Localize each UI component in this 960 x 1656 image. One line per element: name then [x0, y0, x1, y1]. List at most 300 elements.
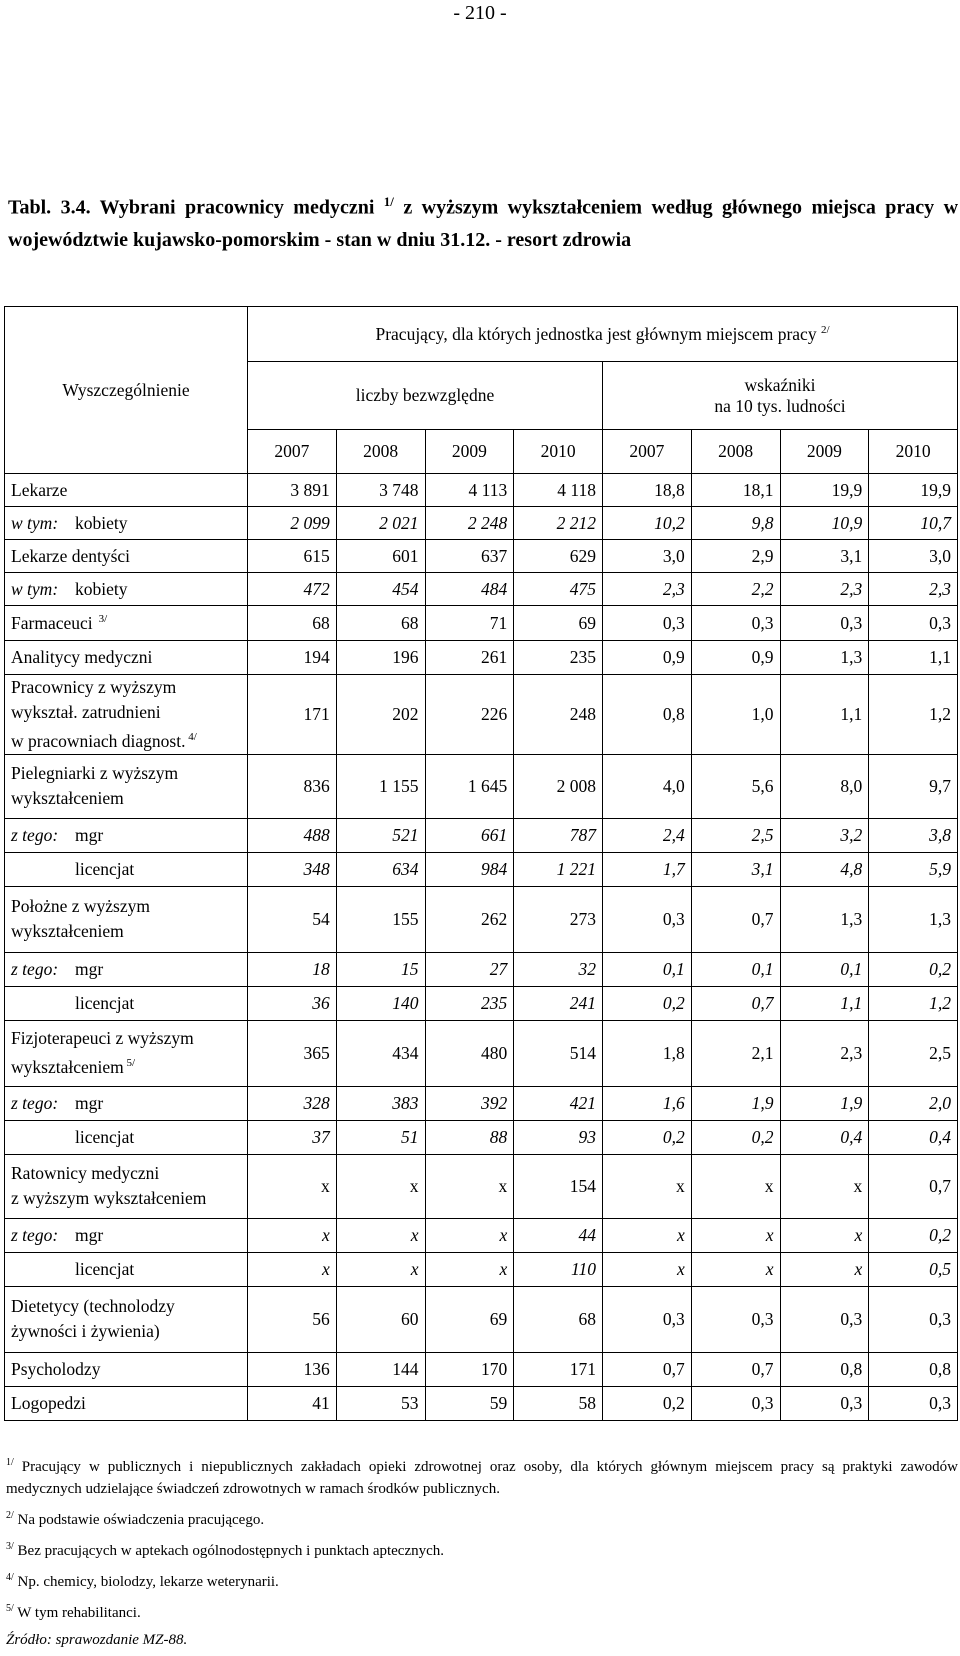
table-cell: 0,7: [691, 886, 780, 952]
row-label-text: mgr: [75, 824, 104, 845]
subheader-absolute: liczby bezwzględne: [248, 362, 603, 430]
table-cell: 0,1: [603, 952, 692, 986]
group-header: [248, 307, 958, 362]
year-header: 2010: [514, 430, 603, 474]
table-cell: 4,8: [780, 852, 869, 886]
table-cell: 93: [514, 1120, 603, 1154]
table-cell: 472: [248, 573, 337, 606]
table-cell: 19,9: [869, 474, 958, 507]
table-row: [5, 1352, 958, 1386]
table-row: [5, 675, 958, 755]
footnote: [6, 1598, 958, 1624]
table-cell: 488: [248, 818, 337, 852]
row-label-text: Analitycy medyczni: [11, 647, 153, 667]
table-row: [5, 1386, 958, 1420]
table-cell: 0,3: [780, 606, 869, 641]
table-cell: 0,3: [603, 886, 692, 952]
table-cell: 88: [425, 1120, 514, 1154]
table-row: [5, 1286, 958, 1352]
row-label-text: wykształceniem: [11, 788, 124, 809]
table-cell: 514: [514, 1020, 603, 1086]
table-cell: 1,1: [869, 641, 958, 675]
row-label-text: z wyższym wykształceniem: [11, 1188, 207, 1209]
table-cell: 637: [425, 540, 514, 573]
table-cell: 454: [336, 573, 425, 606]
row-label-text: mgr: [75, 1092, 104, 1113]
table-row: [5, 986, 958, 1020]
row-label: [5, 1154, 248, 1218]
table-cell: 27: [425, 952, 514, 986]
table-cell: 2 008: [514, 754, 603, 818]
row-label-text: licencjat: [75, 1126, 135, 1147]
table-cell: 0,5: [869, 1252, 958, 1286]
table-cell: 5,6: [691, 754, 780, 818]
table-cell: 328: [248, 1086, 337, 1120]
footnote: [6, 1567, 958, 1593]
table-cell: 2,9: [691, 540, 780, 573]
table-cell: 787: [514, 818, 603, 852]
table-cell: 348: [248, 852, 337, 886]
table-cell: 0,3: [603, 1286, 692, 1352]
table-cell: 0,2: [603, 986, 692, 1020]
row-label-line: [11, 894, 241, 919]
table-cell: 392: [425, 1086, 514, 1120]
subheader-indicators-line1: wskaźniki: [744, 374, 816, 395]
table-cell: 2,5: [869, 1020, 958, 1086]
row-label-text: Pracownicy z wyższym: [11, 677, 177, 697]
table-cell: x: [691, 1218, 780, 1252]
table-cell: x: [425, 1218, 514, 1252]
table-cell: 5,9: [869, 852, 958, 886]
footnote: [6, 1536, 958, 1562]
table-cell: 44: [514, 1218, 603, 1252]
row-label-line: [11, 1161, 241, 1186]
table-cell: 10,2: [603, 507, 692, 540]
footnote-ref: 1/: [6, 1457, 14, 1468]
table-cell: 9,7: [869, 754, 958, 818]
table-cell: 0,3: [869, 606, 958, 641]
table-cell: 194: [248, 641, 337, 675]
table-row: [5, 641, 958, 675]
table-cell: 8,0: [780, 754, 869, 818]
row-label-line: [11, 700, 241, 725]
table-cell: 0,4: [780, 1120, 869, 1154]
row-label: [5, 1386, 248, 1420]
table-cell: 2,2: [691, 573, 780, 606]
table-cell: 171: [248, 675, 337, 755]
table-cell: 2,3: [780, 573, 869, 606]
row-label-text: mgr: [75, 1224, 104, 1245]
title-prefix: Tabl. 3.4. Wybrani pracownicy medyczni: [8, 196, 375, 219]
subheader-indicators-line2: na 10 tys. ludności: [714, 395, 846, 416]
table-cell: 2 099: [248, 507, 337, 540]
table-cell: 0,3: [603, 606, 692, 641]
table-cell: 68: [514, 1286, 603, 1352]
table-row: [5, 474, 958, 507]
table-cell: 3,0: [603, 540, 692, 573]
table-cell: 1 221: [514, 852, 603, 886]
table-cell: 4 113: [425, 474, 514, 507]
table-cell: x: [691, 1154, 780, 1218]
table-row: [5, 818, 958, 852]
table-cell: 984: [425, 852, 514, 886]
row-label: [5, 952, 248, 986]
row-label: [5, 540, 248, 573]
table-cell: 3,0: [869, 540, 958, 573]
table-cell: 1,3: [780, 886, 869, 952]
row-label-text: Dietetycy (technolodzy: [11, 1296, 175, 1317]
table-cell: 144: [336, 1352, 425, 1386]
table-cell: 634: [336, 852, 425, 886]
table-cell: 615: [248, 540, 337, 573]
row-label: [5, 675, 248, 755]
row-label-line: [11, 786, 241, 811]
table-cell: x: [248, 1252, 337, 1286]
table-cell: x: [248, 1218, 337, 1252]
table-cell: 2 248: [425, 507, 514, 540]
year-header: 2009: [780, 430, 869, 474]
table-cell: 0,1: [780, 952, 869, 986]
table-cell: 2,1: [691, 1020, 780, 1086]
table-cell: 1,2: [869, 675, 958, 755]
row-prefix: z tego:: [11, 1224, 59, 1245]
table-cell: 202: [336, 675, 425, 755]
year-header: 2010: [869, 430, 958, 474]
table-cell: 0,7: [869, 1154, 958, 1218]
row-label: [5, 641, 248, 675]
table-cell: x: [603, 1154, 692, 1218]
table-cell: 601: [336, 540, 425, 573]
table-cell: 0,3: [691, 1386, 780, 1420]
table-cell: 521: [336, 818, 425, 852]
table-row: [5, 886, 958, 952]
table-cell: 0,7: [691, 1352, 780, 1386]
table-cell: 0,9: [603, 641, 692, 675]
row-label-line: [11, 1026, 241, 1051]
table-cell: 56: [248, 1286, 337, 1352]
table-cell: x: [780, 1252, 869, 1286]
table-cell: 0,3: [691, 606, 780, 641]
row-label-line: [11, 1294, 241, 1319]
footnote-text: Pracujący w publicznych i niepublicznych zakładach opieki zdrowotnej oraz osoby, dla których głównym miejscem pracy są praktyki zawodów medycznych udzielające świadczeń zdrowotnych w ramach środków publicznych.: [6, 1459, 958, 1497]
table-cell: 629: [514, 540, 603, 573]
table-cell: 383: [336, 1086, 425, 1120]
table-cell: 0,3: [691, 1286, 780, 1352]
table-cell: x: [425, 1154, 514, 1218]
table-cell: 60: [336, 1286, 425, 1352]
year-header: 2009: [425, 430, 514, 474]
row-label: [5, 818, 248, 852]
footnote: [6, 1452, 958, 1500]
footnote-ref: 3/: [6, 1541, 14, 1552]
row-prefix: w tym:: [11, 578, 59, 599]
table-cell: 1,2: [869, 986, 958, 1020]
footnote: [6, 1505, 958, 1531]
row-label: [5, 1352, 248, 1386]
table-row: [5, 852, 958, 886]
table-cell: 1,0: [691, 675, 780, 755]
row-prefix: w tym:: [11, 512, 59, 533]
table-cell: 1,9: [691, 1086, 780, 1120]
table-cell: 484: [425, 573, 514, 606]
col-label-header: Wyszczególnienie: [5, 307, 248, 474]
table-cell: 4,0: [603, 754, 692, 818]
table-cell: 0,3: [780, 1386, 869, 1420]
table-cell: 0,8: [869, 1352, 958, 1386]
table-cell: 226: [425, 675, 514, 755]
footnote-ref: 5/: [6, 1603, 14, 1614]
table-row: [5, 573, 958, 606]
row-label-line: [11, 919, 241, 944]
footnotes: [6, 1452, 958, 1656]
table-cell: 2,3: [869, 573, 958, 606]
table-cell: 3 891: [248, 474, 337, 507]
table-cell: 2,3: [603, 573, 692, 606]
table-cell: 0,9: [691, 641, 780, 675]
row-label-text: Lekarze dentyści: [11, 545, 131, 566]
table-cell: 3 748: [336, 474, 425, 507]
table-cell: 32: [514, 952, 603, 986]
row-label-text: licencjat: [75, 858, 135, 879]
table-cell: 241: [514, 986, 603, 1020]
footnote-text: Bez pracujących w aptekach ogólnodostępnych i punktach aptecznych.: [13, 1543, 445, 1559]
table-cell: 0,3: [780, 1286, 869, 1352]
footnote-ref: 4/: [6, 1572, 14, 1583]
table-cell: x: [248, 1154, 337, 1218]
table-cell: 37: [248, 1120, 337, 1154]
row-label-text: Psycholodzy: [11, 1358, 101, 1379]
table-cell: 0,3: [869, 1286, 958, 1352]
title-rest: z wyższym wykształceniem według głównego miejsca pracy w województwie kujawsko-pomorskim - stan w dniu 31.12. - resort zdrowia: [8, 196, 959, 251]
table-row: [5, 952, 958, 986]
row-label-text: w pracowniach diagnost.: [11, 730, 186, 751]
footnote-ref: 2/: [6, 1510, 14, 1521]
group-header-text: Pracujący, dla których jednostka jest głównym miejscem pracy: [375, 323, 817, 344]
table-cell: 1,9: [780, 1086, 869, 1120]
footnote-text: Np. chemicy, biolodzy, lekarze weterynarii.: [13, 1574, 279, 1590]
table-cell: 475: [514, 573, 603, 606]
table-cell: 1,7: [603, 852, 692, 886]
table-cell: 0,4: [869, 1120, 958, 1154]
row-label: [5, 1020, 248, 1086]
table-cell: 2,3: [780, 1020, 869, 1086]
row-label-text: wykształ. zatrudnieni: [11, 702, 161, 722]
row-label-text: Logopedzi: [11, 1392, 86, 1413]
table-cell: 4 118: [514, 474, 603, 507]
footnote-text: Na podstawie oświadczenia pracującego.: [13, 1512, 265, 1528]
table-row: [5, 606, 958, 641]
table-cell: 154: [514, 1154, 603, 1218]
table-cell: 170: [425, 1352, 514, 1386]
table-cell: 0,7: [691, 986, 780, 1020]
table-cell: 69: [514, 606, 603, 641]
table-cell: 2 021: [336, 507, 425, 540]
table-cell: 1,1: [780, 675, 869, 755]
table-cell: 1,6: [603, 1086, 692, 1120]
table-cell: 0,2: [869, 1218, 958, 1252]
row-label: [5, 1086, 248, 1120]
table-cell: x: [691, 1252, 780, 1286]
footnote-text: W tym rehabilitanci.: [13, 1605, 141, 1621]
data-table: [4, 306, 958, 1421]
row-label-text: licencjat: [75, 1258, 135, 1279]
row-label-line: [11, 725, 241, 754]
table-cell: x: [336, 1218, 425, 1252]
table-cell: x: [780, 1218, 869, 1252]
row-label-text: Lekarze: [11, 479, 68, 500]
row-label: [5, 1286, 248, 1352]
table-cell: 480: [425, 1020, 514, 1086]
table-cell: 2,4: [603, 818, 692, 852]
row-label: [5, 474, 248, 507]
table-cell: 15: [336, 952, 425, 986]
row-label: [5, 1252, 248, 1286]
table-cell: 10,7: [869, 507, 958, 540]
table-cell: 1 645: [425, 754, 514, 818]
table-cell: x: [780, 1154, 869, 1218]
row-label-text: wykształceniem: [11, 1057, 124, 1078]
year-header: 2007: [248, 430, 337, 474]
table-cell: x: [603, 1252, 692, 1286]
table-cell: 0,8: [603, 675, 692, 755]
row-label-text: żywności i żywienia): [11, 1321, 160, 1342]
row-label-text: kobiety: [75, 512, 128, 533]
table-cell: 9,8: [691, 507, 780, 540]
table-cell: 0,2: [691, 1120, 780, 1154]
table-cell: 41: [248, 1386, 337, 1420]
row-prefix: z tego:: [11, 1092, 59, 1113]
row-label-line: [11, 761, 241, 786]
subheader-indicators: [603, 362, 958, 430]
table-cell: 136: [248, 1352, 337, 1386]
table-cell: x: [336, 1154, 425, 1218]
table-cell: 2,5: [691, 818, 780, 852]
table-cell: 1,1: [780, 986, 869, 1020]
row-label: [5, 606, 248, 641]
table-cell: 365: [248, 1020, 337, 1086]
table-cell: 2 212: [514, 507, 603, 540]
table-cell: 421: [514, 1086, 603, 1120]
table-cell: 235: [514, 641, 603, 675]
table-cell: 0,7: [603, 1352, 692, 1386]
table-cell: 58: [514, 1386, 603, 1420]
row-label-line: [11, 675, 241, 700]
row-label-text: licencjat: [75, 992, 135, 1013]
table-cell: 3,1: [691, 852, 780, 886]
table-row: [5, 1154, 958, 1218]
table-cell: 0,2: [603, 1386, 692, 1420]
row-label-line: [11, 1186, 241, 1211]
table-cell: 1,8: [603, 1020, 692, 1086]
table-row: [5, 1120, 958, 1154]
row-label: [5, 886, 248, 952]
table-cell: 261: [425, 641, 514, 675]
table-cell: 53: [336, 1386, 425, 1420]
table-cell: 18,8: [603, 474, 692, 507]
table-cell: 71: [425, 606, 514, 641]
table-cell: 171: [514, 1352, 603, 1386]
table-row: [5, 754, 958, 818]
table-cell: 59: [425, 1386, 514, 1420]
row-prefix: z tego:: [11, 824, 59, 845]
row-label: [5, 754, 248, 818]
table-cell: 0,1: [691, 952, 780, 986]
row-label: [5, 1120, 248, 1154]
row-label-text: mgr: [75, 958, 104, 979]
page-number: - 210 -: [453, 2, 507, 24]
group-header-ref: 2/: [820, 323, 830, 336]
row-label: [5, 1218, 248, 1252]
table-cell: 36: [248, 986, 337, 1020]
table-cell: 1 155: [336, 754, 425, 818]
year-header: 2008: [336, 430, 425, 474]
table-cell: 661: [425, 818, 514, 852]
table-cell: 3,8: [869, 818, 958, 852]
row-label-text: Ratownicy medyczni: [11, 1163, 160, 1184]
table-cell: 140: [336, 986, 425, 1020]
table-cell: 54: [248, 886, 337, 952]
row-label-text: Pielegniarki z wyższym: [11, 763, 179, 784]
row-label-text: Farmaceuci: [11, 612, 93, 633]
table-cell: 273: [514, 886, 603, 952]
table-cell: 68: [248, 606, 337, 641]
row-label-text: Położne z wyższym: [11, 896, 150, 917]
row-footnote-ref: 3/: [98, 612, 108, 625]
table-cell: 0,3: [869, 1386, 958, 1420]
row-label-text: kobiety: [75, 578, 128, 599]
year-header: 2008: [691, 430, 780, 474]
table-cell: 235: [425, 986, 514, 1020]
source-note: Źródło: sprawozdanie MZ-88.: [6, 1632, 188, 1648]
table-cell: 155: [336, 886, 425, 952]
table-cell: 68: [336, 606, 425, 641]
year-header: 2007: [603, 430, 692, 474]
row-label: [5, 986, 248, 1020]
row-label-text: wykształceniem: [11, 921, 124, 942]
table-cell: 10,9: [780, 507, 869, 540]
row-prefix: z tego:: [11, 958, 59, 979]
table-cell: 2,0: [869, 1086, 958, 1120]
row-label: [5, 852, 248, 886]
table-cell: 1,3: [869, 886, 958, 952]
table-cell: 110: [514, 1252, 603, 1286]
table-cell: 19,9: [780, 474, 869, 507]
table-cell: 248: [514, 675, 603, 755]
table-cell: 0,2: [603, 1120, 692, 1154]
table-cell: 69: [425, 1286, 514, 1352]
table-title: [8, 186, 958, 256]
title-footnote-ref: 1/: [383, 194, 394, 209]
row-label-line: [11, 1319, 241, 1344]
table-cell: x: [336, 1252, 425, 1286]
table-cell: x: [603, 1218, 692, 1252]
table-cell: 262: [425, 886, 514, 952]
table-cell: 0,2: [869, 952, 958, 986]
table-row: [5, 540, 958, 573]
table-cell: 196: [336, 641, 425, 675]
table-cell: 0,8: [780, 1352, 869, 1386]
table-row: [5, 1218, 958, 1252]
table-cell: 18,1: [691, 474, 780, 507]
row-label-line: [11, 1051, 241, 1080]
table-row: [5, 1252, 958, 1286]
table-cell: 1,3: [780, 641, 869, 675]
table-cell: 3,2: [780, 818, 869, 852]
table-cell: 18: [248, 952, 337, 986]
table-row: [5, 1020, 958, 1086]
table-cell: x: [425, 1252, 514, 1286]
table-row: [5, 1086, 958, 1120]
